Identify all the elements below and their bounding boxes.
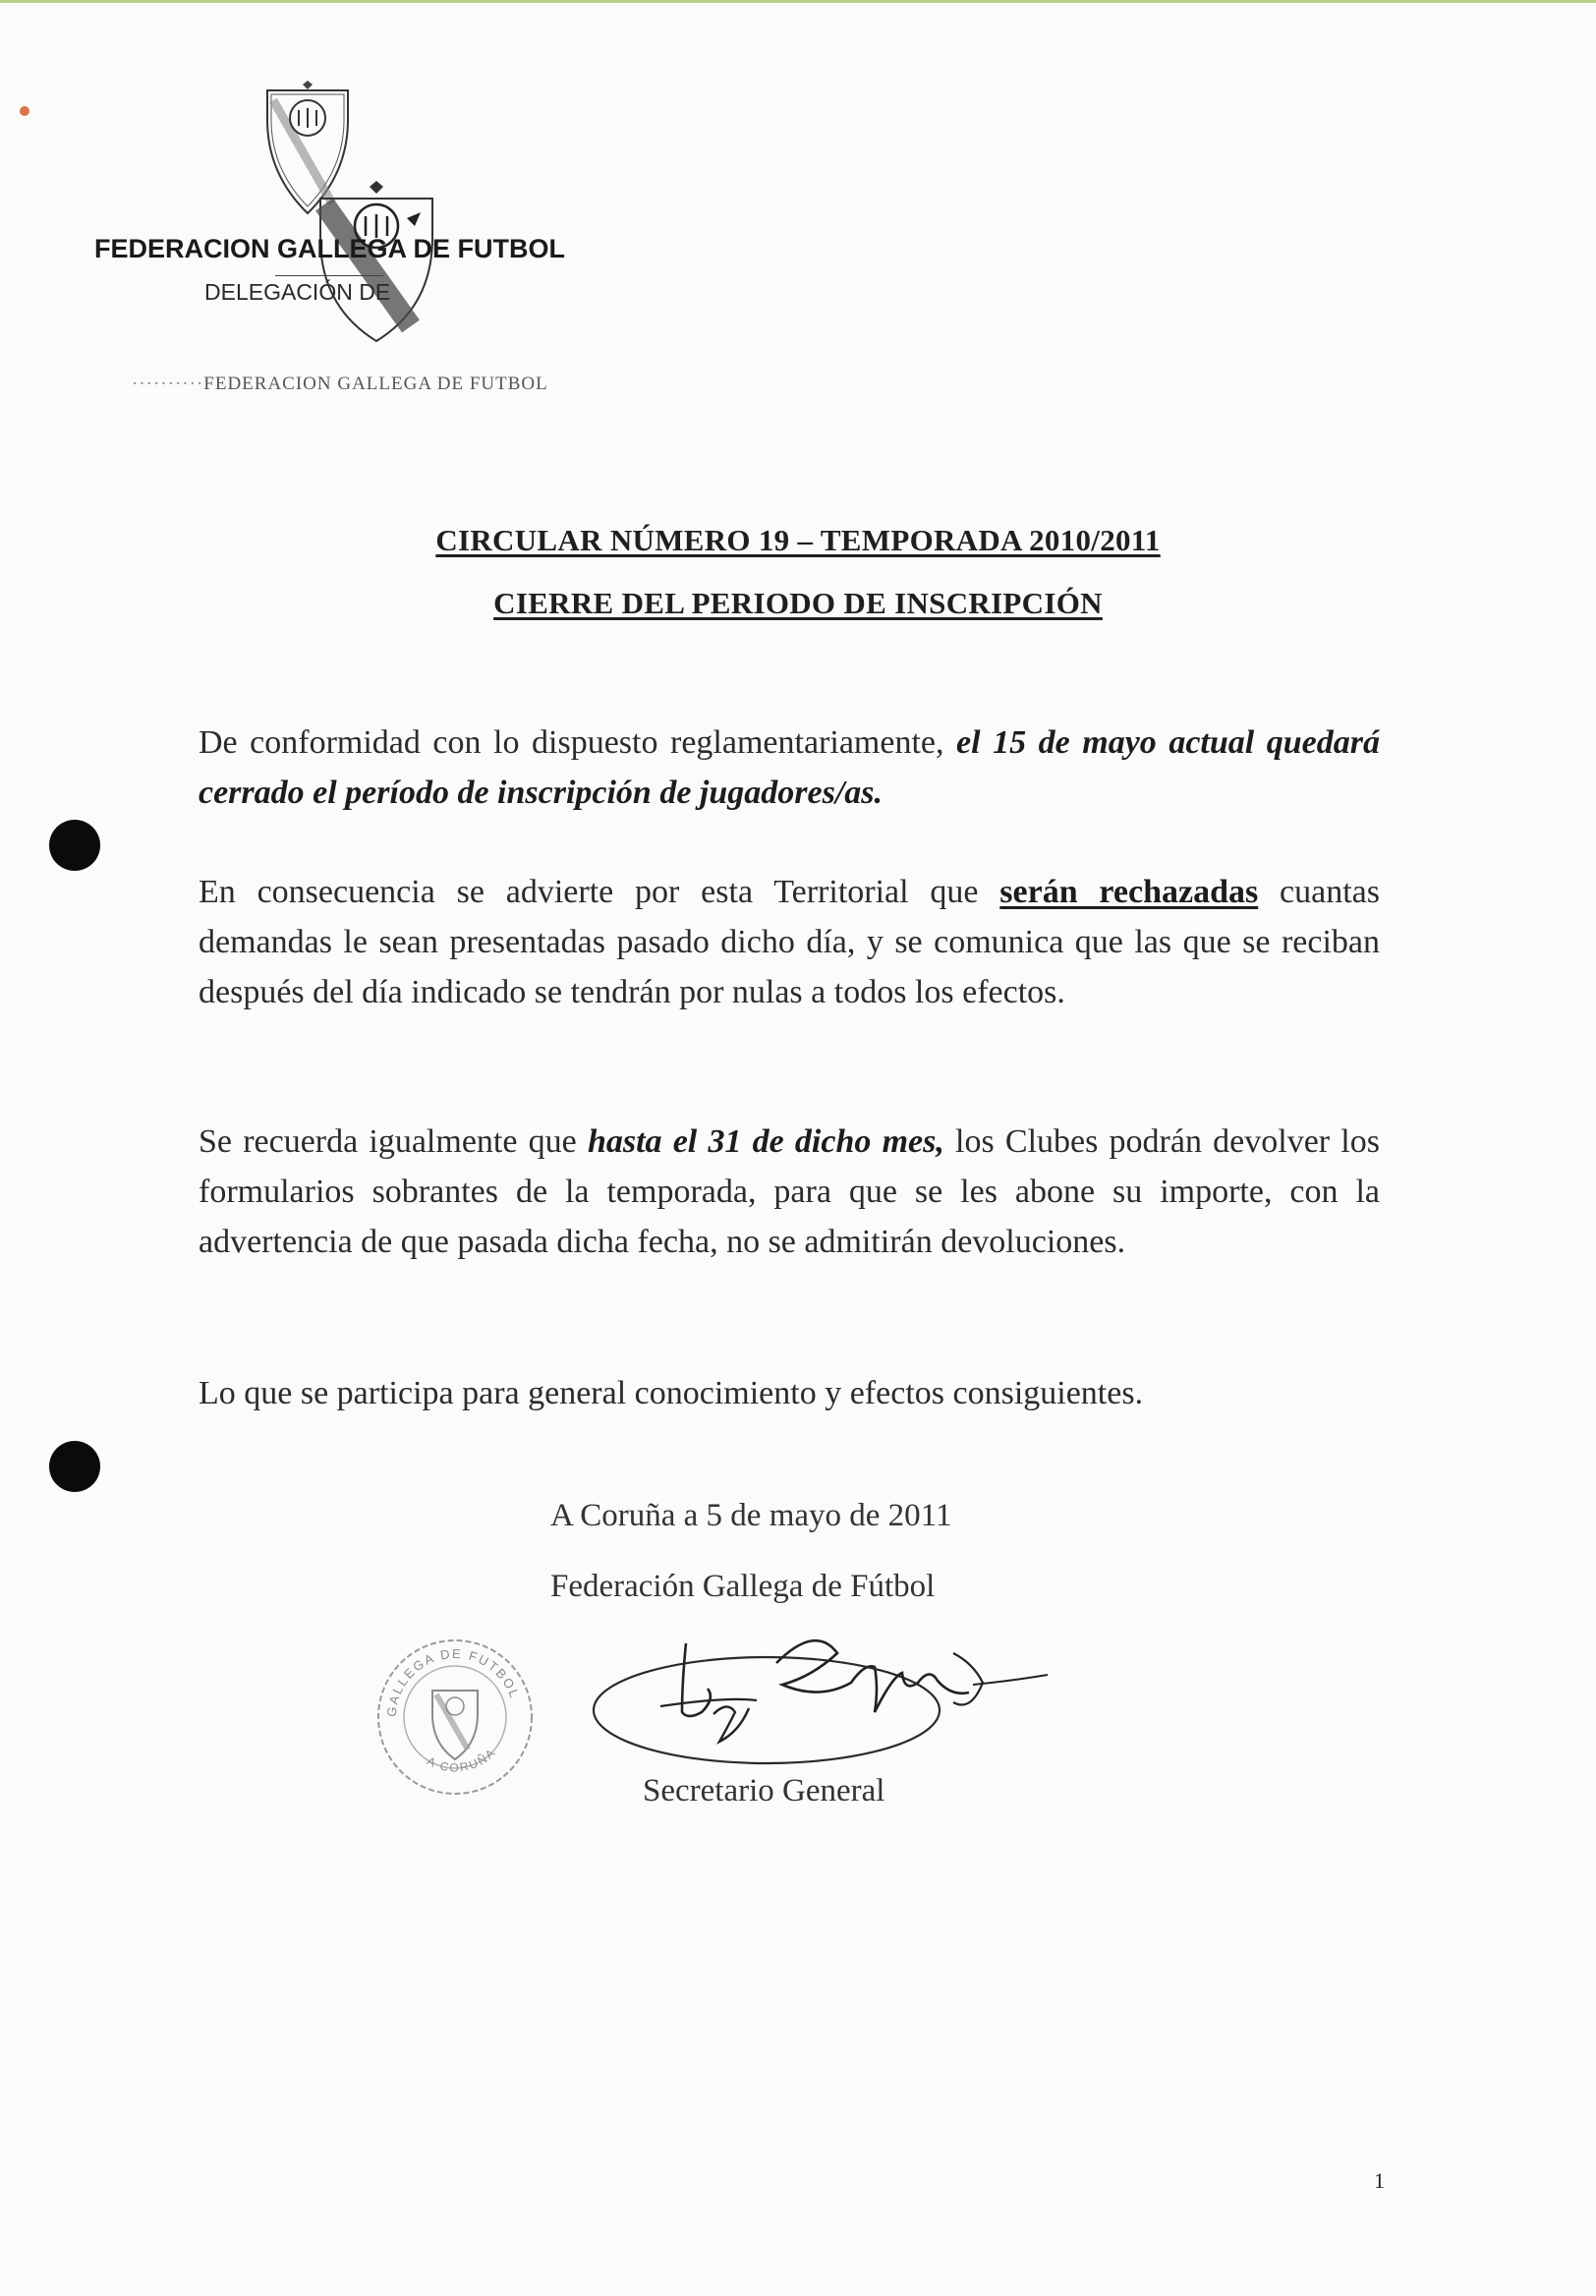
page-number: 1 — [1374, 2168, 1385, 2193]
circular-number-heading: CIRCULAR NÚMERO 19 – TEMPORADA 2010/2011 — [435, 523, 1161, 557]
ink-dot — [20, 106, 29, 116]
header-stamp-text: ··········FEDERACION GALLEGA DE FUTBOL — [132, 373, 548, 394]
circular-title — [0, 523, 1596, 558]
official-seal-icon — [371, 1634, 539, 1801]
paragraph-deadline: De conformidad con lo dispuesto reglamentariamente, el 15 de mayo actual quedará cerrado el período de inscripción de jugadores/as. — [199, 724, 1380, 811]
subject-title — [0, 586, 1596, 621]
signer-title: Secretario General — [643, 1773, 885, 1808]
paragraph-closing: Lo que se participa para general conocimiento y efectos consiguientes. — [199, 1375, 1144, 1411]
paragraph-returns: Se recuerda igualmente que hasta el 31 de dicho mes, los Clubes podrán devolver los formularios sobrantes de la temporada, para que se les abone su importe, con la advertencia de que pasada dicha fecha, no se admitirán devoluciones. — [199, 1123, 1380, 1260]
delegation-rule — [275, 275, 383, 276]
punch-hole-top — [49, 820, 100, 871]
federation-name: FEDERACION GALLEGA DE FUTBOL — [94, 234, 565, 263]
subject-heading: CIERRE DEL PERIODO DE INSCRIPCIÓN — [493, 586, 1103, 620]
deadline-emphasis: el 15 de mayo actual quedará cerrado el período de inscripción de jugadores/as. — [199, 724, 1380, 811]
rejection-emphasis: serán rechazadas — [999, 874, 1259, 910]
handwritten-signature — [580, 1604, 1052, 1771]
organization-name: Federación Gallega de Fútbol — [550, 1569, 936, 1604]
top-edge-line — [0, 0, 1596, 3]
delegation-label: DELEGACIÓN DE — [204, 279, 391, 305]
svg-text:GALLEGA DE FUTBOL: GALLEGA DE FUTBOL — [383, 1645, 523, 1718]
paragraph-rejection: En consecuencia se advierte por esta Territorial que serán rechazadas cuantas demandas le sean presentadas pasado dicho día, y se comunica que las que se reciban después del día indicado se tendrán por nulas a todos los efectos. — [199, 874, 1380, 1010]
returns-deadline-emphasis: hasta el 31 de dicho mes, — [587, 1123, 944, 1160]
punch-hole-bottom — [49, 1441, 100, 1492]
place-date: A Coruña a 5 de mayo de 2011 — [550, 1498, 952, 1533]
svg-text:A CORUÑA: A CORUÑA — [425, 1745, 499, 1775]
